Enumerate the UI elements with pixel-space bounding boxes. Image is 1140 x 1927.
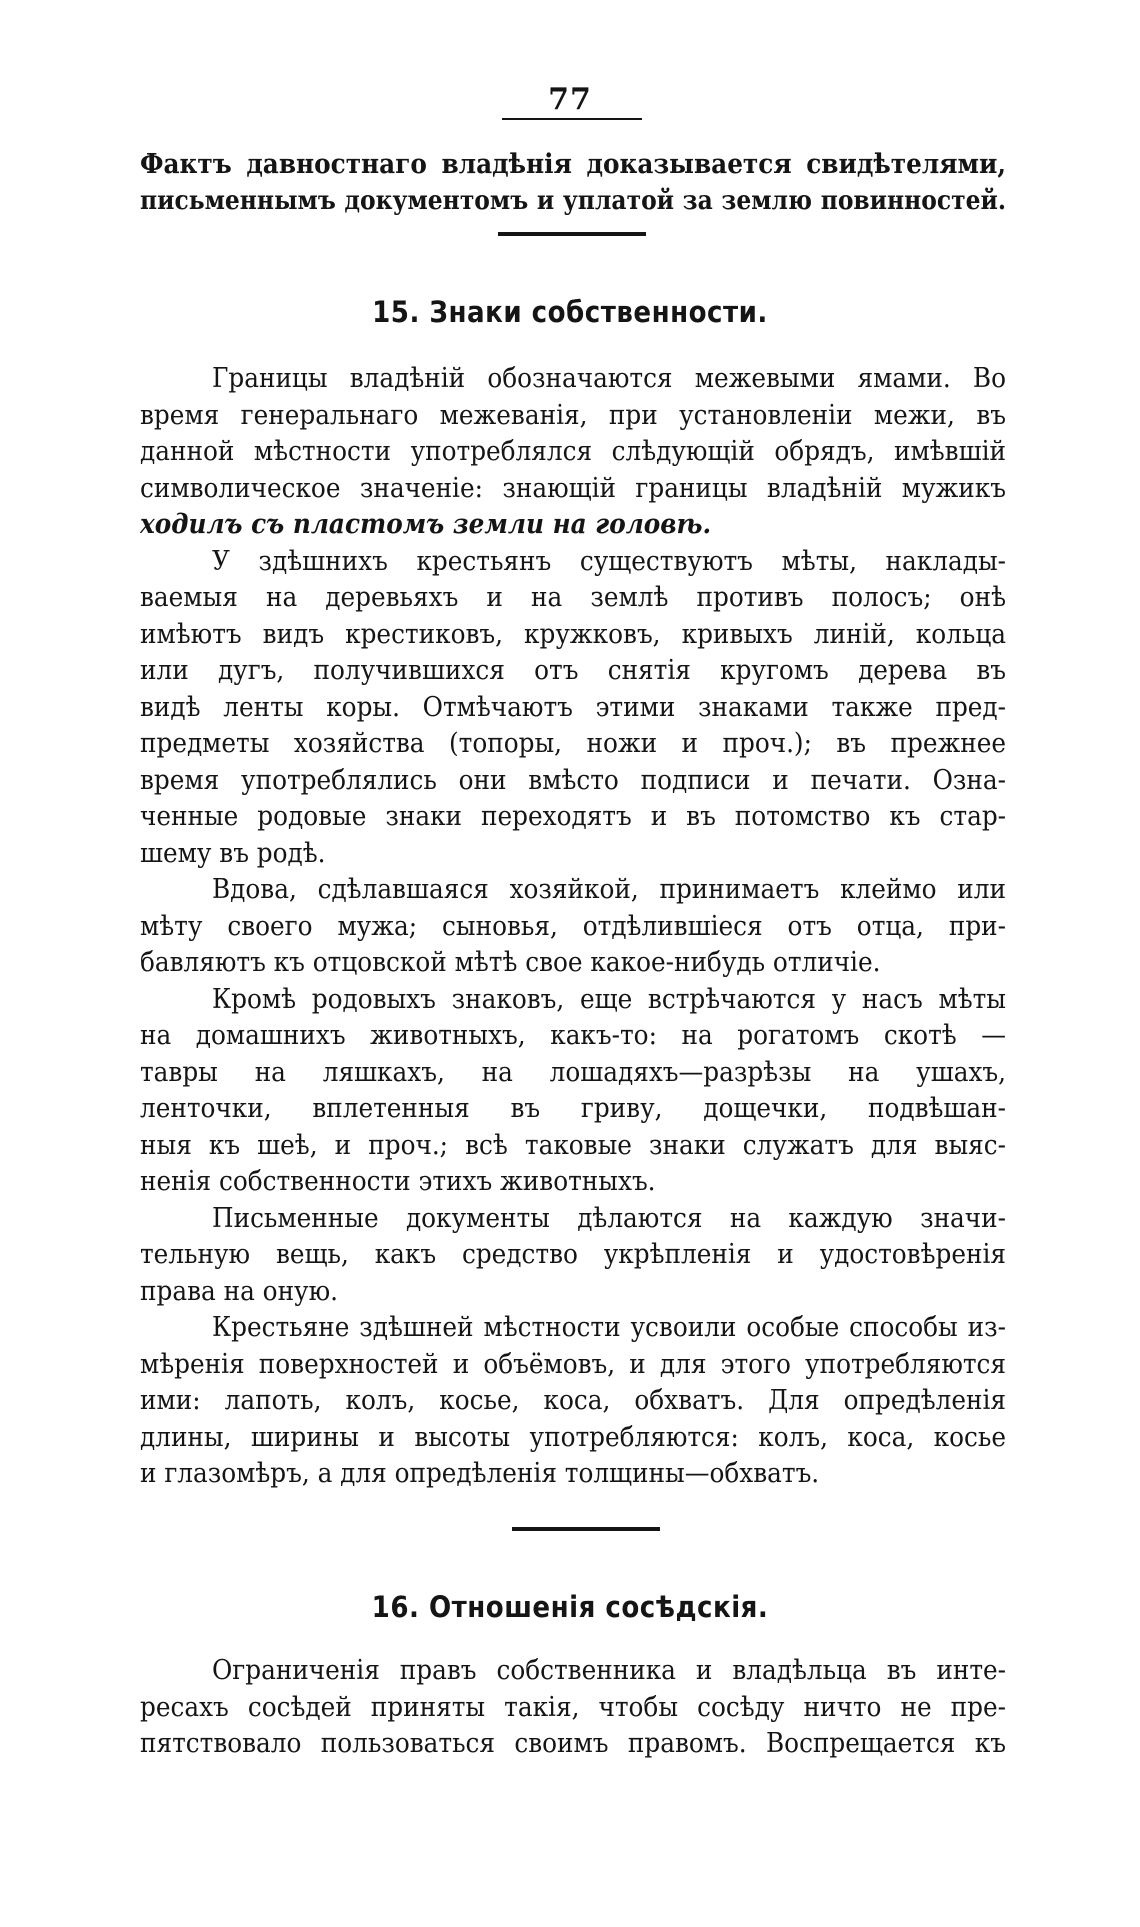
section-15-body [140, 360, 1006, 1492]
text-line: Границы владѣній обозначаются межевыми ямами. Во [212, 362, 1006, 394]
text-line: ченные родовые знаки переходятъ и въ потомство къ стар- [140, 800, 1006, 832]
text-line: и глазомѣръ, а для опредѣленія толщины—обхватъ. [140, 1457, 820, 1489]
text-line: ими: лапоть, колъ, косье, коса, обхватъ. Для опредѣленія [140, 1384, 1006, 1416]
intro-paragraph [140, 146, 1006, 219]
text-line: тельную вещь, какъ средство укрѣпленія и удостовѣренія [140, 1238, 1006, 1270]
text-line: бавляютъ къ отцовской мѣтѣ свое какое-нибудь отличіе. [140, 946, 881, 978]
text-line: ходилъ съ пластомъ земли на головѣ. [140, 508, 712, 540]
text-line: видѣ ленты коры. Отмѣчаютъ этими знаками также пред- [140, 690, 1006, 723]
text-line: предметы хозяйства (топоры, ножи и проч.); въ прежнее [140, 727, 1006, 759]
text-line: Крестьяне здѣшней мѣстности усвоили особые способы из- [212, 1311, 1006, 1343]
text-line: ленточки, вплетенныя въ гриву, дощечки, подвѣшан- [140, 1092, 1006, 1124]
page-number-rule [502, 118, 642, 120]
text-line: ваемыя на деревьяхъ и на землѣ противъ полосъ; онѣ [140, 581, 1006, 613]
text-line: данной мѣстности употреблялся слѣдующій обрядъ, имѣвшій [140, 435, 1006, 467]
text-line: ныя къ шеѣ, и проч.; всѣ таковые знаки служатъ для выяс- [140, 1128, 1006, 1161]
text-line: права на оную. [140, 1274, 339, 1307]
text-line: время употреблялись они вмѣсто подписи и печати. Озна- [140, 763, 1006, 796]
text-line: имѣютъ видъ крестиковъ, кружковъ, кривыхъ линій, кольца [140, 617, 1006, 650]
text-line: ресахъ сосѣдей приняты такія, чтобы сосѣду ничто не пре- [140, 1690, 1006, 1723]
text-line: символическое значеніе: знающій границы владѣній мужикъ [140, 471, 1006, 504]
text-line: У здѣшнихъ крестьянъ существуютъ мѣты, наклады- [212, 544, 1006, 577]
text-line: Вдова, сдѣлавшаяся хозяйкой, принимаетъ клеймо или [212, 873, 1006, 905]
text-line: время генеральнаго межеванія, при установленіи межи, въ [140, 398, 1006, 431]
section-15-heading: 15. Знаки собственности. [372, 295, 768, 329]
text-line: Фактъ давностнаго владѣнія доказывается свидѣтелями, [140, 148, 1006, 180]
section-divider [498, 232, 646, 236]
text-line: Письменные документы дѣлаются на каждую значи- [212, 1201, 1006, 1234]
section-16-heading: 16. Отношенія сосѣдскія. [371, 1590, 769, 1624]
text-line: или дугъ, получившихся отъ снятія кругомъ дерева въ [140, 654, 1006, 686]
section-divider [512, 1527, 660, 1531]
text-line: Ограниченія правъ собственника и владѣльца въ инте- [212, 1654, 1006, 1686]
text-line: Кромѣ родовыхъ знаковъ, еще встрѣчаются у насъ мѣты [212, 982, 1006, 1015]
text-line: пятствовало пользоваться своимъ правомъ. Воспрещается къ [140, 1727, 1006, 1759]
text-line: шему въ родѣ. [140, 836, 326, 869]
text-line: письменнымъ документомъ и уплатой за землю повинностей. [140, 185, 1006, 216]
text-line: длины, ширины и высоты употребляются: колъ, коса, косье [140, 1420, 1006, 1453]
section-16-body [140, 1652, 1006, 1762]
page-number: 77 [548, 82, 592, 117]
text-line: мѣту своего мужа; сыновья, отдѣлившіеся отъ отца, при- [140, 909, 1006, 942]
text-line: тавры на ляшкахъ, на лошадяхъ—разрѣзы на ушахъ, [140, 1055, 1006, 1088]
text-line: на домашнихъ животныхъ, какъ-то: на рогатомъ скотѣ — [140, 1019, 1006, 1051]
text-line: мѣренія поверхностей и объёмовъ, и для этого употребляются [140, 1347, 1006, 1380]
text-line: ненія собственности этихъ животныхъ. [140, 1165, 656, 1197]
